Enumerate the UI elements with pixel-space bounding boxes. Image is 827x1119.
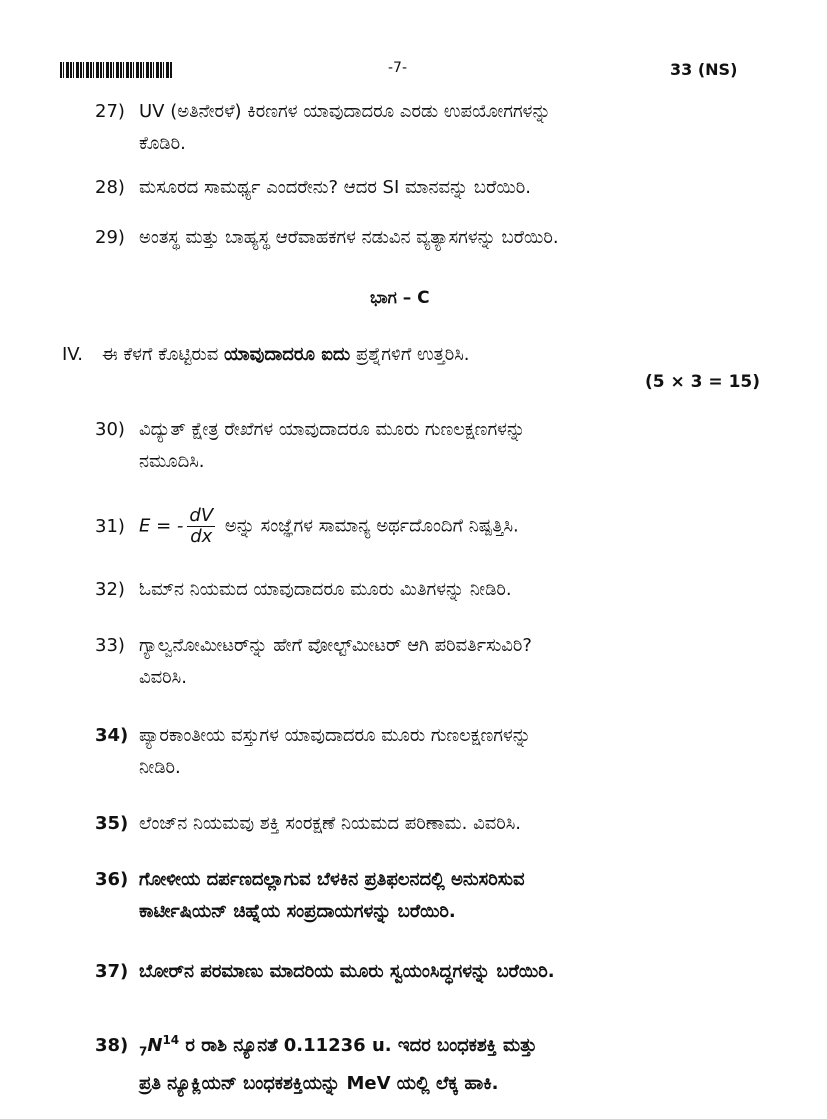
paper-code: 33 (NS) [670,60,738,79]
question-number: 28) [95,177,125,198]
question-27 [95,96,785,160]
section-roman: IV. [62,344,84,365]
instruction-pre: ಈ ಕೆಳಗೆ ಕೊಟ್ಟಿರುವ [102,344,219,365]
question-text: ಪ್ಯಾರಕಾಂತೀಯ ವಸ್ತುಗಳ ಯಾವುದಾದರೂ ಮೂರು ಗುಣಲಕ್ಷಣಗಳನ್ನು [139,725,531,746]
question-31 [95,506,785,547]
question-text: ಬೋರ್‌ನ ಪರಮಾಣು ಮಾದರಿಯ ಮೂರು ಸ್ವಯಂಸಿದ್ಧಗಳನ್ನು ಬರೆಯಿರಿ. [139,961,555,982]
atomic-number: 7 [139,1044,148,1059]
question-number: 27) [95,101,125,122]
question-text: ಗೋಳೀಯ ದರ್ಪಣದಲ್ಲಾಗುವ ಬೆಳಕಿನ ಪ್ರತಿಫಲನದಲ್ಲಿ ಅನುಸರಿಸುವ [139,869,525,890]
question-33 [95,630,785,694]
question-text-cont: ನೀಡಿರಿ. [139,757,181,778]
question-text: ವಿದ್ಯುತ್ ಕ್ಷೇತ್ರ ರೇಖೆಗಳ ಯಾವುದಾದರೂ ಮೂರು ಗುಣಲಕ್ಷಣಗಳನ್ನು [139,419,526,440]
instruction-post: ಪ್ರಶ್ನೆಗಳಿಗೆ ಉತ್ತರಿಸಿ. [355,344,470,365]
question-32 [95,574,785,606]
equation-lhs: E = - [139,515,184,537]
question-text: UV (ಅತಿನೇರಳೆ) ಕಿರಣಗಳ ಯಾವುದಾದರೂ ಎರಡು ಉಪಯೋಗಗಳನ್ನು [139,101,551,122]
question-text: ಮಸೂರದ ಸಾಮರ್ಥ್ಯ ಎಂದರೇನು? ಆದರ SI ಮಾನವನ್ನು ಬರೆಯಿರಿ. [139,177,531,198]
question-35 [95,808,785,840]
question-number: 32) [95,579,125,600]
question-29 [95,222,785,254]
element-symbol: N [147,1035,163,1056]
question-number: 34) [95,725,129,746]
question-number: 29) [95,227,125,248]
question-36 [95,864,785,928]
fraction [187,506,215,547]
fraction-numerator: dV [189,505,214,526]
question-number: 37) [95,961,129,982]
question-number: 36) [95,869,129,890]
question-number: 31) [95,515,125,537]
question-number: 30) [95,419,125,440]
fraction-denominator: dx [190,526,213,547]
question-number: 33) [95,635,125,656]
mass-number: 14 [162,1033,180,1047]
question-text: ಓಮ್‌ನ ನಿಯಮದ ಯಾವುದಾದರೂ ಮೂರು ಮಿತಿಗಳನ್ನು ನೀಡಿರಿ. [139,579,512,600]
question-text-cont: ಕೊಡಿರಿ. [139,133,186,154]
question-text: ಅಂತಸ್ಥ ಮತ್ತು ಬಾಹ್ಯಸ್ಥ ಆರೆವಾಹಕಗಳ ನಡುವಿನ ವ್ಯತ್ಯಾಸಗಳನ್ನು ಬರೆಯಿರಿ. [139,227,559,248]
question-28 [95,172,785,204]
question-text: ಲೆಂಜ್‌ನ ನಿಯಮವು ಶಕ್ತಿ ಸಂರಕ್ಷಣೆ ನಿಯಮದ ಪರಿಣಾಮ. ವಿವರಿಸಿ. [139,813,522,834]
question-text-cont: ನಮೂದಿಸಿ. [139,451,205,472]
page-number: -7- [388,60,408,76]
question-30 [95,414,785,478]
question-number: 38) [95,1035,129,1056]
question-text: ರ ರಾಶಿ ನ್ಯೂನತೆ 0.11236 u. ಇದರ ಬಂಧಕಶಕ್ತಿ ಮತ್ತು [185,1035,537,1056]
marks-allocation: (5 × 3 = 15) [645,372,761,392]
section-instruction [62,340,762,370]
question-37 [95,956,785,988]
question-34 [95,720,785,784]
question-text-cont: ಕಾರ್ಟೀಷಿಯನ್ ಚಿಹ್ನೆಯ ಸಂಪ್ರದಾಯಗಳನ್ನು ಬರೆಯಿರಿ. [139,901,456,922]
question-text: ಅನ್ನು ಸಂಜ್ಞೆಗಳ ಸಾಮಾನ್ಯ ಅರ್ಥದೊಂದಿಗೆ ನಿಷ್ಪತ್ತಿಸಿ. [224,515,519,537]
question-text: ಗ್ಯಾಲ್ವನೋಮೀಟರ್‌ನ್ನು ಹೇಗೆ ವೋಲ್ಟ್‌ಮೀಟರ್ ಆಗಿ ಪರಿವರ್ತಿಸುವಿರಿ? [139,635,532,656]
instruction-bold: ಯಾವುದಾದರೂ ಐದು [224,344,351,365]
barcode [60,62,172,78]
question-text-cont: ವಿವರಿಸಿ. [139,667,187,688]
question-38 [95,1024,785,1100]
section-title: ಭಾಗ – C [370,288,430,308]
question-text-cont: ಪ್ರತಿ ನ್ಯೂಕ್ಲಿಯನ್ ಬಂಧಕಶಕ್ತಿಯನ್ನು MeV ಯಲ್ಲಿ ಲೆಕ್ಕ ಹಾಕಿ. [139,1072,499,1094]
question-number: 35) [95,813,129,834]
